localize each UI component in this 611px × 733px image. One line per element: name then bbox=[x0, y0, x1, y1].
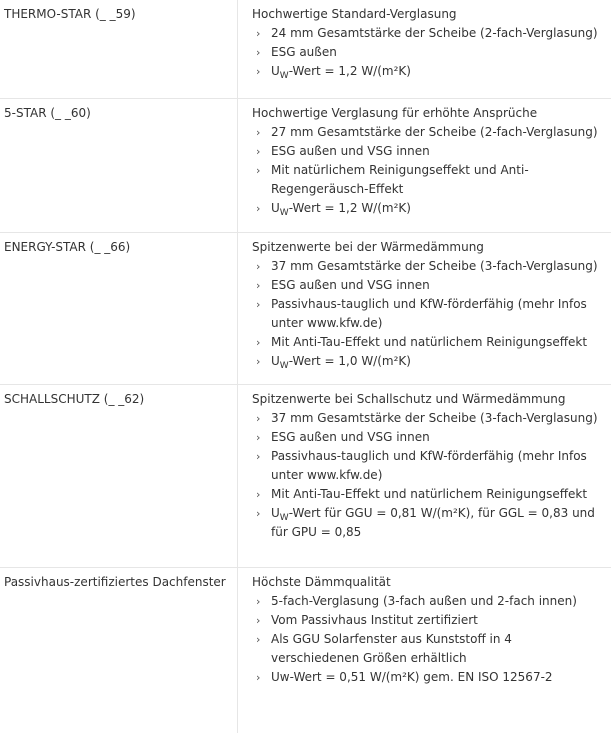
product-description-cell bbox=[238, 385, 611, 568]
table-row bbox=[0, 385, 611, 568]
chevron-right-icon: › bbox=[256, 199, 266, 218]
chevron-right-icon: › bbox=[256, 295, 266, 314]
chevron-right-icon: › bbox=[256, 611, 266, 630]
product-description-cell bbox=[238, 99, 611, 233]
chevron-right-icon: › bbox=[256, 504, 266, 523]
list-item: › ESG außen bbox=[252, 43, 601, 62]
list-item bbox=[252, 199, 601, 218]
chevron-right-icon: › bbox=[256, 62, 266, 81]
product-name: ENERGY-STAR (_ _66) bbox=[4, 238, 233, 257]
product-name-cell bbox=[0, 0, 238, 99]
product-description-cell bbox=[238, 0, 611, 99]
list-item: › 24 mm Gesamtstärke der Scheibe (2-fach-Verglasung) bbox=[252, 24, 601, 43]
product-name: THERMO-STAR (_ _59) bbox=[4, 5, 233, 24]
list-item: › Vom Passivhaus Institut zertifiziert bbox=[252, 611, 601, 630]
description-heading: Höchste Dämmqualität bbox=[252, 573, 601, 592]
chevron-right-icon: › bbox=[256, 142, 266, 161]
uw-value: $U_W$-Wert für GGU = 0,81 W/(m²K), für GGL = 0,83 und für GPU = 0,85 bbox=[271, 506, 595, 539]
uw-value: $U_W$-Wert = 1,2 W/(m²K) bbox=[271, 201, 411, 215]
chevron-right-icon: › bbox=[256, 43, 266, 62]
product-name-cell bbox=[0, 99, 238, 233]
chevron-right-icon: › bbox=[256, 333, 266, 352]
feature-list bbox=[252, 257, 601, 371]
product-name: SCHALLSCHUTZ (_ _62) bbox=[4, 390, 233, 409]
chevron-right-icon: › bbox=[256, 447, 266, 466]
list-item: › Mit natürlichem Reinigungseffekt und Anti-Regengeräusch-Effekt bbox=[252, 161, 601, 199]
list-item: › 37 mm Gesamtstärke der Scheibe (3-fach-Verglasung) bbox=[252, 409, 601, 428]
product-name: Passivhaus-zertifiziertes Dachfenster bbox=[4, 573, 233, 592]
chevron-right-icon: › bbox=[256, 123, 266, 142]
chevron-right-icon: › bbox=[256, 257, 266, 276]
chevron-right-icon: › bbox=[256, 409, 266, 428]
list-item: › 37 mm Gesamtstärke der Scheibe (3-fach-Verglasung) bbox=[252, 257, 601, 276]
list-item: › 27 mm Gesamtstärke der Scheibe (2-fach-Verglasung) bbox=[252, 123, 601, 142]
list-item bbox=[252, 352, 601, 371]
product-name-cell bbox=[0, 385, 238, 568]
description-heading: Hochwertige Standard-Verglasung bbox=[252, 5, 601, 24]
list-item: › 5-fach-Verglasung (3-fach außen und 2-fach innen) bbox=[252, 592, 601, 611]
product-name-cell bbox=[0, 233, 238, 385]
table-row bbox=[0, 99, 611, 233]
list-item: › Uw-Wert = 0,51 W/(m²K) gem. EN ISO 12567-2 bbox=[252, 668, 601, 687]
chevron-right-icon: › bbox=[256, 592, 266, 611]
list-item: › ESG außen und VSG innen bbox=[252, 142, 601, 161]
chevron-right-icon: › bbox=[256, 276, 266, 295]
product-name: 5-STAR (_ _60) bbox=[4, 104, 233, 123]
list-item: › Mit Anti-Tau-Effekt und natürlichem Reinigungseffekt bbox=[252, 333, 601, 352]
feature-list bbox=[252, 123, 601, 218]
chevron-right-icon: › bbox=[256, 428, 266, 447]
list-item: › ESG außen und VSG innen bbox=[252, 428, 601, 447]
description-heading: Hochwertige Verglasung für erhöhte Ansprüche bbox=[252, 104, 601, 123]
chevron-right-icon: › bbox=[256, 630, 266, 649]
feature-list bbox=[252, 592, 601, 687]
chevron-right-icon: › bbox=[256, 352, 266, 371]
chevron-right-icon: › bbox=[256, 24, 266, 43]
product-description-cell bbox=[238, 233, 611, 385]
uw-value: $U_W$-Wert = 1,0 W/(m²K) bbox=[271, 354, 411, 368]
table-row bbox=[0, 233, 611, 385]
description-heading: Spitzenwerte bei der Wärmedämmung bbox=[252, 238, 601, 257]
list-item bbox=[252, 504, 601, 542]
table-row bbox=[0, 568, 611, 733]
list-item: › ESG außen und VSG innen bbox=[252, 276, 601, 295]
product-description-cell bbox=[238, 568, 611, 733]
uw-value: $U_W$-Wert = 1,2 W/(m²K) bbox=[271, 64, 411, 78]
table-row bbox=[0, 0, 611, 99]
chevron-right-icon: › bbox=[256, 161, 266, 180]
description-heading: Spitzenwerte bei Schallschutz und Wärmedämmung bbox=[252, 390, 601, 409]
feature-list bbox=[252, 409, 601, 542]
list-item: › Passivhaus-tauglich und KfW-förderfähig (mehr Infos unter www.kfw.de) bbox=[252, 447, 601, 485]
list-item: › Passivhaus-tauglich und KfW-förderfähig (mehr Infos unter www.kfw.de) bbox=[252, 295, 601, 333]
chevron-right-icon: › bbox=[256, 668, 266, 687]
feature-list bbox=[252, 24, 601, 81]
product-name-cell bbox=[0, 568, 238, 733]
list-item: › Als GGU Solarfenster aus Kunststoff in 4 verschiedenen Größen erhältlich bbox=[252, 630, 601, 668]
chevron-right-icon: › bbox=[256, 485, 266, 504]
list-item bbox=[252, 62, 601, 81]
list-item: › Mit Anti-Tau-Effekt und natürlichem Reinigungseffekt bbox=[252, 485, 601, 504]
